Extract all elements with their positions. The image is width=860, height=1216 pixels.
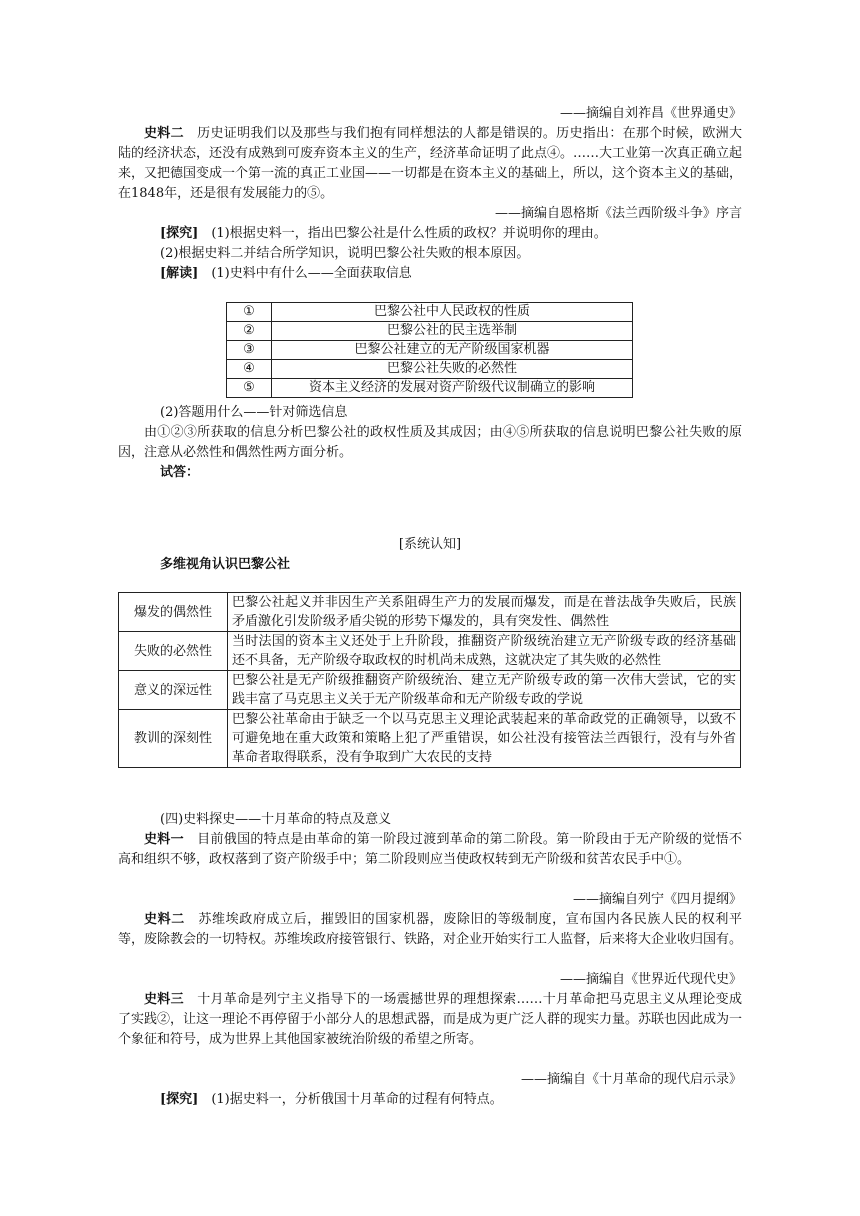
read-answer-guide: 由①②③所获取的信息分析巴黎公社的政权性质及其成因；由④⑤所获取的信息说明巴黎公社失败的原因，注意从必然性和偶然性两方面分析。: [118, 425, 742, 460]
row-head: 爆发的偶然性: [119, 593, 228, 632]
table-cell-num: ⑤: [227, 379, 272, 398]
table-cell-text: 巴黎公社建立的无产阶级国家机器: [272, 341, 633, 360]
table-cell-num: ①: [227, 303, 272, 322]
explore-question-october: [160, 1090, 784, 1110]
read-label: [解读]: [160, 266, 199, 281]
table-row: [227, 341, 633, 360]
row-head: 教训的深刻性: [119, 710, 228, 768]
table-row: [119, 671, 741, 710]
table-row: [227, 360, 633, 379]
table-cell-text: 资本主义经济的发展对资产阶级代议制确立的影响: [272, 379, 633, 398]
table-cell-text: 巴黎公社中人民政权的性质: [272, 303, 633, 322]
row-body: 巴黎公社革命由于缺乏一个以马克思主义理论武装起来的革命政党的正确领导，以致不可避免地在重大政策和策略上犯了严重错误，如公社没有接管法兰西银行，没有与外省革命者取得联系，没有争取到广大农民的支持: [228, 710, 741, 768]
row-body: 巴黎公社起义并非因生产关系阻碍生产力的发展而爆发，而是在普法战争失败后，民族矛盾激化引发阶级矛盾尖锐的形势下爆发的，具有突发性、偶然性: [228, 593, 741, 632]
material-text: 十月革命是列宁主义指导下的一场震撼世界的理想探索……十月革命把马克思主义从理论变成了实践②，让这一理论不再停留于小部分人的思想武器，而是成为更广泛人群的现实力量。苏联也因此成为一个象征和符号，成为世界上其他国家被统治阶级的希望之所寄。: [118, 992, 743, 1047]
table-row: [227, 322, 633, 341]
row-head: 失败的必然性: [119, 632, 228, 671]
table-cell-num: ②: [227, 322, 272, 341]
table-row: [227, 303, 633, 322]
material-text: 苏维埃政府成立后，摧毁旧的国家机器，废除旧的等级制度，宣布国内各民族人民的权利平等，废除教会的一切特权。苏维埃政府接管银行、铁路，对企业开始实行工人监督，后来将大企业收归国有。: [118, 912, 743, 947]
explore-label: [探究]: [160, 226, 199, 241]
table-row: [227, 379, 633, 398]
section-heading-october: (四)史料探史——十月革命的特点及意义: [160, 812, 392, 827]
source-citation-5: ——摘编自《十月革命的现代启示录》: [520, 1072, 742, 1087]
material-two-paragraph: [118, 124, 742, 204]
section-subtitle: 多维视角认识巴黎公社: [160, 557, 291, 572]
answer-label: 试答：: [160, 465, 200, 480]
table-row: [119, 593, 741, 632]
system-table: [118, 592, 741, 768]
question-text: (1)根据史料一，指出巴黎公社是什么性质的政权？并说明你的理由。: [198, 226, 607, 241]
material-label: 史料三: [144, 992, 184, 1007]
explore-question-2: (2)根据史料二并结合所学知识，说明巴黎公社失败的根本原因。: [160, 246, 530, 261]
material-two-paragraph-b: [118, 910, 742, 950]
source-citation-4: ——摘编自《世界近代现代史》: [559, 972, 742, 987]
row-head: 意义的深远性: [119, 671, 228, 710]
source-citation-2: ——摘编自恩格斯《法兰西阶级斗争》序言: [494, 206, 742, 221]
material-three-paragraph: [118, 990, 742, 1050]
explore-question-1: [160, 224, 784, 244]
material-text: 目前俄国的特点是由革命的第一阶段过渡到革命的第二阶段。第一阶段由于无产阶级的觉悟不高和组织不够，政权落到了资产阶级手中；第二阶段则应当使政权转到无产阶级和贫苦农民手中①。: [118, 832, 742, 867]
info-table: [226, 302, 633, 398]
table-cell-text: 巴黎公社失败的必然性: [272, 360, 633, 379]
table-cell-text: 巴黎公社的民主选举制: [272, 322, 633, 341]
read-text: (1)史料中有什么——全面获取信息: [198, 266, 412, 281]
section-title-system: [系统认知]: [398, 537, 462, 552]
material-one-paragraph: [118, 830, 742, 870]
material-label: 史料一: [144, 832, 184, 847]
table-cell-num: ③: [227, 341, 272, 360]
source-citation-1: ——摘编自刘祚昌《世界通史》: [559, 106, 742, 121]
table-row: [119, 632, 741, 671]
table-row: [119, 710, 741, 768]
read-heading-2: (2)答题用什么——针对筛选信息: [160, 405, 348, 420]
material-label: 史料二: [144, 126, 184, 141]
row-body: 当时法国的资本主义还处于上升阶段，推翻资产阶级统治建立无产阶级专政的经济基础还不具备，无产阶级夺取政权的时机尚未成熟，这就决定了其失败的必然性: [228, 632, 741, 671]
material-label: 史料二: [144, 912, 185, 927]
material-text: 历史证明我们以及那些与我们抱有同样想法的人都是错误的。历史指出：在那个时候，欧洲大陆的经济状态，还没有成熟到可废弃资本主义的生产，经济革命证明了此点④。……大工业第一次真正确立起来，又把德国变成一个第一流的真正工业国——一切都是在资本主义的基础上，所以，这个资本主义的基础，在1848年，还是很有发展能力的⑤。: [118, 126, 743, 201]
table-cell-num: ④: [227, 360, 272, 379]
question-text: (1)据史料一，分析俄国十月革命的过程有何特点。: [198, 1092, 503, 1107]
source-citation-3: ——摘编自列宁《四月提纲》: [572, 892, 742, 907]
read-heading-1: [160, 264, 784, 284]
row-body: 巴黎公社是无产阶级推翻资产阶级统治、建立无产阶级专政的第一次伟大尝试，它的实践丰富了马克思主义关于无产阶级革命和无产阶级专政的学说: [228, 671, 741, 710]
explore-label: [探究]: [160, 1092, 199, 1107]
